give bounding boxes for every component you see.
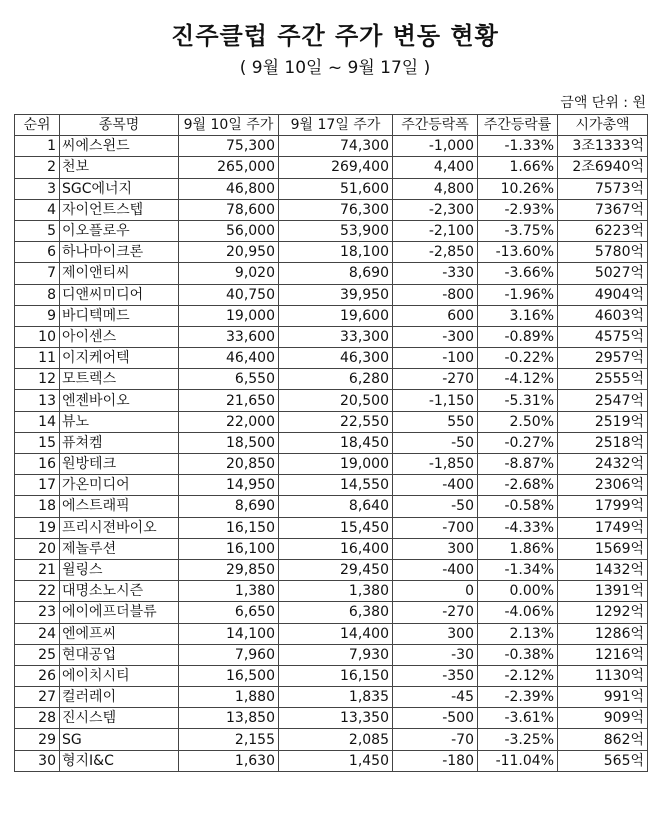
stock-name-cell: 진시스템 — [60, 708, 179, 729]
weekly-change-cell: -400 — [393, 559, 478, 580]
header-weekly-change: 주간등락폭 — [393, 115, 478, 136]
stock-name-cell: 현대공업 — [60, 644, 179, 665]
rank-cell: 15 — [15, 432, 60, 453]
price-sep10-cell: 56,000 — [179, 220, 279, 241]
table-row — [15, 284, 648, 305]
weekly-change-cell: -500 — [393, 708, 478, 729]
stock-name-cell: 이지케어텍 — [60, 348, 179, 369]
stock-change-table — [14, 114, 648, 772]
price-sep17-cell: 6,280 — [279, 369, 393, 390]
weekly-change-cell: 0 — [393, 581, 478, 602]
header-price-sep17: 9월 17일 주가 — [279, 115, 393, 136]
price-sep10-cell: 21,650 — [179, 390, 279, 411]
weekly-change-rate-cell: -0.89% — [478, 326, 558, 347]
weekly-change-rate-cell: -3.25% — [478, 729, 558, 750]
price-sep10-cell: 22,000 — [179, 411, 279, 432]
stock-name-cell: 씨에스윈드 — [60, 136, 179, 157]
stock-name-cell: 퓨쳐켐 — [60, 432, 179, 453]
table-row — [15, 326, 648, 347]
rank-cell: 2 — [15, 157, 60, 178]
weekly-change-cell: 300 — [393, 538, 478, 559]
weekly-change-rate-cell: -8.87% — [478, 454, 558, 475]
rank-cell: 24 — [15, 623, 60, 644]
price-sep17-cell: 16,400 — [279, 538, 393, 559]
price-sep17-cell: 1,380 — [279, 581, 393, 602]
rank-cell: 16 — [15, 454, 60, 475]
table-row — [15, 432, 648, 453]
weekly-change-cell: -2,850 — [393, 242, 478, 263]
rank-cell: 18 — [15, 496, 60, 517]
price-sep10-cell: 46,400 — [179, 348, 279, 369]
weekly-change-rate-cell: -0.38% — [478, 644, 558, 665]
stock-name-cell: 아이센스 — [60, 326, 179, 347]
weekly-change-cell: -30 — [393, 644, 478, 665]
price-sep17-cell: 2,085 — [279, 729, 393, 750]
market-cap-cell: 1391억 — [558, 581, 648, 602]
market-cap-cell: 991억 — [558, 687, 648, 708]
market-cap-cell: 565억 — [558, 750, 648, 771]
table-row — [15, 475, 648, 496]
price-sep10-cell: 33,600 — [179, 326, 279, 347]
weekly-change-cell: -400 — [393, 475, 478, 496]
table-row — [15, 411, 648, 432]
rank-cell: 27 — [15, 687, 60, 708]
table-row — [15, 369, 648, 390]
market-cap-cell: 1749억 — [558, 517, 648, 538]
price-sep10-cell: 78,600 — [179, 199, 279, 220]
price-sep17-cell: 33,300 — [279, 326, 393, 347]
weekly-change-rate-cell: -3.66% — [478, 263, 558, 284]
stock-name-cell: 대명소노시즌 — [60, 581, 179, 602]
stock-name-cell: 모트렉스 — [60, 369, 179, 390]
table-row — [15, 178, 648, 199]
price-sep10-cell: 19,000 — [179, 305, 279, 326]
table-row — [15, 750, 648, 771]
stock-name-cell: 자이언트스텝 — [60, 199, 179, 220]
table-row — [15, 602, 648, 623]
weekly-change-cell: -700 — [393, 517, 478, 538]
table-row — [15, 242, 648, 263]
rank-cell: 7 — [15, 263, 60, 284]
rank-cell: 5 — [15, 220, 60, 241]
table-row — [15, 687, 648, 708]
market-cap-cell: 2518억 — [558, 432, 648, 453]
weekly-change-rate-cell: -1.33% — [478, 136, 558, 157]
table-row — [15, 157, 648, 178]
weekly-change-rate-cell: -5.31% — [478, 390, 558, 411]
price-sep10-cell: 29,850 — [179, 559, 279, 580]
price-sep10-cell: 46,800 — [179, 178, 279, 199]
weekly-change-rate-cell: -11.04% — [478, 750, 558, 771]
price-sep10-cell: 265,000 — [179, 157, 279, 178]
table-row — [15, 559, 648, 580]
stock-name-cell: 원방테크 — [60, 454, 179, 475]
price-sep10-cell: 18,500 — [179, 432, 279, 453]
weekly-change-cell: -270 — [393, 602, 478, 623]
weekly-change-rate-cell: -2.93% — [478, 199, 558, 220]
market-cap-cell: 862억 — [558, 729, 648, 750]
weekly-change-rate-cell: -0.58% — [478, 496, 558, 517]
weekly-change-rate-cell: 10.26% — [478, 178, 558, 199]
weekly-change-cell: 600 — [393, 305, 478, 326]
price-sep17-cell: 8,690 — [279, 263, 393, 284]
price-sep17-cell: 46,300 — [279, 348, 393, 369]
table-row — [15, 348, 648, 369]
weekly-change-cell: -350 — [393, 665, 478, 686]
stock-name-cell: 에이에프더블류 — [60, 602, 179, 623]
price-sep10-cell: 1,630 — [179, 750, 279, 771]
price-sep17-cell: 6,380 — [279, 602, 393, 623]
table-row — [15, 199, 648, 220]
weekly-change-rate-cell: -1.96% — [478, 284, 558, 305]
stock-name-cell: 디앤씨미디어 — [60, 284, 179, 305]
price-sep10-cell: 2,155 — [179, 729, 279, 750]
page-title: 진주클럽 주간 주가 변동 현황 — [171, 22, 499, 50]
stock-name-cell: 형지I&C — [60, 750, 179, 771]
rank-cell: 10 — [15, 326, 60, 347]
table-row — [15, 581, 648, 602]
market-cap-cell: 1799억 — [558, 496, 648, 517]
price-sep17-cell: 76,300 — [279, 199, 393, 220]
weekly-change-rate-cell: -3.75% — [478, 220, 558, 241]
stock-name-cell: SGC에너지 — [60, 178, 179, 199]
price-sep17-cell: 13,350 — [279, 708, 393, 729]
table-row — [15, 136, 648, 157]
price-sep10-cell: 6,650 — [179, 602, 279, 623]
rank-cell: 11 — [15, 348, 60, 369]
weekly-change-cell: 300 — [393, 623, 478, 644]
price-sep17-cell: 14,400 — [279, 623, 393, 644]
market-cap-cell: 7573억 — [558, 178, 648, 199]
stock-name-cell: 바디텍메드 — [60, 305, 179, 326]
market-cap-cell: 1286억 — [558, 623, 648, 644]
weekly-change-cell: -300 — [393, 326, 478, 347]
rank-cell: 30 — [15, 750, 60, 771]
weekly-change-rate-cell: -0.22% — [478, 348, 558, 369]
weekly-change-cell: 550 — [393, 411, 478, 432]
rank-cell: 17 — [15, 475, 60, 496]
rank-cell: 28 — [15, 708, 60, 729]
weekly-change-cell: -45 — [393, 687, 478, 708]
market-cap-cell: 1216억 — [558, 644, 648, 665]
weekly-change-rate-cell: -13.60% — [478, 242, 558, 263]
table-row — [15, 496, 648, 517]
price-sep10-cell: 6,550 — [179, 369, 279, 390]
rank-cell: 9 — [15, 305, 60, 326]
price-sep10-cell: 7,960 — [179, 644, 279, 665]
market-cap-cell: 2555억 — [558, 369, 648, 390]
weekly-change-cell: -100 — [393, 348, 478, 369]
weekly-change-rate-cell: -3.61% — [478, 708, 558, 729]
price-sep17-cell: 74,300 — [279, 136, 393, 157]
market-cap-cell: 5780억 — [558, 242, 648, 263]
rank-cell: 4 — [15, 199, 60, 220]
weekly-change-rate-cell: 1.66% — [478, 157, 558, 178]
table-row — [15, 305, 648, 326]
market-cap-cell: 1569억 — [558, 538, 648, 559]
table-row — [15, 729, 648, 750]
price-sep10-cell: 16,100 — [179, 538, 279, 559]
rank-cell: 21 — [15, 559, 60, 580]
stock-name-cell: 프리시젼바이오 — [60, 517, 179, 538]
table-row — [15, 708, 648, 729]
price-sep17-cell: 1,835 — [279, 687, 393, 708]
rank-cell: 23 — [15, 602, 60, 623]
price-sep17-cell: 15,450 — [279, 517, 393, 538]
weekly-change-rate-cell: -4.12% — [478, 369, 558, 390]
weekly-change-cell: 4,400 — [393, 157, 478, 178]
price-sep17-cell: 29,450 — [279, 559, 393, 580]
stock-name-cell: 제이앤티씨 — [60, 263, 179, 284]
market-cap-cell: 4575억 — [558, 326, 648, 347]
rank-cell: 29 — [15, 729, 60, 750]
price-sep17-cell: 39,950 — [279, 284, 393, 305]
rank-cell: 13 — [15, 390, 60, 411]
rank-cell: 12 — [15, 369, 60, 390]
weekly-change-cell: -1,850 — [393, 454, 478, 475]
price-sep17-cell: 22,550 — [279, 411, 393, 432]
weekly-change-rate-cell: -2.39% — [478, 687, 558, 708]
price-sep10-cell: 16,150 — [179, 517, 279, 538]
rank-cell: 1 — [15, 136, 60, 157]
table-row — [15, 644, 648, 665]
market-cap-cell: 2547억 — [558, 390, 648, 411]
price-sep17-cell: 1,450 — [279, 750, 393, 771]
stock-name-cell: 엔에프씨 — [60, 623, 179, 644]
weekly-change-cell: -1,000 — [393, 136, 478, 157]
stock-name-cell: 하나마이크론 — [60, 242, 179, 263]
rank-cell: 14 — [15, 411, 60, 432]
stock-name-cell: 제놀루션 — [60, 538, 179, 559]
market-cap-cell: 2조6940억 — [558, 157, 648, 178]
market-cap-cell: 1292억 — [558, 602, 648, 623]
market-cap-cell: 2519억 — [558, 411, 648, 432]
price-sep17-cell: 20,500 — [279, 390, 393, 411]
weekly-change-rate-cell: -2.12% — [478, 665, 558, 686]
price-sep10-cell: 8,690 — [179, 496, 279, 517]
price-sep10-cell: 20,950 — [179, 242, 279, 263]
rank-cell: 20 — [15, 538, 60, 559]
price-sep17-cell: 269,400 — [279, 157, 393, 178]
table-row — [15, 263, 648, 284]
header-stock-name: 종목명 — [60, 115, 179, 136]
market-cap-cell: 7367억 — [558, 199, 648, 220]
price-sep17-cell: 18,100 — [279, 242, 393, 263]
price-sep10-cell: 1,880 — [179, 687, 279, 708]
rank-cell: 19 — [15, 517, 60, 538]
weekly-change-rate-cell: 2.50% — [478, 411, 558, 432]
stock-name-cell: 뷰노 — [60, 411, 179, 432]
price-sep17-cell: 19,000 — [279, 454, 393, 475]
table-row — [15, 517, 648, 538]
weekly-change-cell: -270 — [393, 369, 478, 390]
weekly-change-cell: -70 — [393, 729, 478, 750]
weekly-change-cell: -50 — [393, 432, 478, 453]
stock-name-cell: 엔젠바이오 — [60, 390, 179, 411]
price-sep17-cell: 16,150 — [279, 665, 393, 686]
table-row — [15, 454, 648, 475]
weekly-change-rate-cell: 3.16% — [478, 305, 558, 326]
stock-name-cell: 윌링스 — [60, 559, 179, 580]
weekly-change-cell: -180 — [393, 750, 478, 771]
market-cap-cell: 2957억 — [558, 348, 648, 369]
price-sep10-cell: 13,850 — [179, 708, 279, 729]
price-sep17-cell: 53,900 — [279, 220, 393, 241]
stock-name-cell: 컬러레이 — [60, 687, 179, 708]
rank-cell: 8 — [15, 284, 60, 305]
weekly-change-cell: -330 — [393, 263, 478, 284]
weekly-change-cell: -2,300 — [393, 199, 478, 220]
price-sep10-cell: 1,380 — [179, 581, 279, 602]
price-sep17-cell: 14,550 — [279, 475, 393, 496]
rank-cell: 3 — [15, 178, 60, 199]
price-sep10-cell: 20,850 — [179, 454, 279, 475]
market-cap-cell: 2306억 — [558, 475, 648, 496]
price-sep17-cell: 7,930 — [279, 644, 393, 665]
market-cap-cell: 6223억 — [558, 220, 648, 241]
weekly-change-rate-cell: -0.27% — [478, 432, 558, 453]
table-row — [15, 220, 648, 241]
header-rank: 순위 — [15, 115, 60, 136]
market-cap-cell: 4603억 — [558, 305, 648, 326]
weekly-change-rate-cell: 1.86% — [478, 538, 558, 559]
price-sep10-cell: 40,750 — [179, 284, 279, 305]
rank-cell: 26 — [15, 665, 60, 686]
weekly-change-cell: -800 — [393, 284, 478, 305]
market-cap-cell: 1432억 — [558, 559, 648, 580]
stock-name-cell: 이오플로우 — [60, 220, 179, 241]
weekly-change-rate-cell: -1.34% — [478, 559, 558, 580]
price-sep17-cell: 51,600 — [279, 178, 393, 199]
market-cap-cell: 4904억 — [558, 284, 648, 305]
rank-cell: 6 — [15, 242, 60, 263]
date-range-subtitle: ( 9월 10일 ~ 9월 17일 ) — [239, 58, 431, 78]
stock-name-cell: 에이치시티 — [60, 665, 179, 686]
weekly-change-rate-cell: 2.13% — [478, 623, 558, 644]
weekly-change-cell: -50 — [393, 496, 478, 517]
market-cap-cell: 5027억 — [558, 263, 648, 284]
price-sep17-cell: 19,600 — [279, 305, 393, 326]
rank-cell: 22 — [15, 581, 60, 602]
weekly-change-rate-cell: -4.33% — [478, 517, 558, 538]
table-row — [15, 623, 648, 644]
market-cap-cell: 2432억 — [558, 454, 648, 475]
stock-name-cell: 에스트래픽 — [60, 496, 179, 517]
weekly-change-rate-cell: 0.00% — [478, 581, 558, 602]
price-sep10-cell: 14,950 — [179, 475, 279, 496]
table-row — [15, 538, 648, 559]
weekly-change-cell: -1,150 — [393, 390, 478, 411]
unit-label: 금액 단위 : 원 — [560, 95, 646, 111]
header-weekly-change-rate: 주간등락률 — [478, 115, 558, 136]
market-cap-cell: 909억 — [558, 708, 648, 729]
weekly-change-rate-cell: -2.68% — [478, 475, 558, 496]
table-row — [15, 390, 648, 411]
header-price-sep10: 9월 10일 주가 — [179, 115, 279, 136]
weekly-change-cell: -2,100 — [393, 220, 478, 241]
stock-name-cell: SG — [60, 729, 179, 750]
price-sep10-cell: 75,300 — [179, 136, 279, 157]
table-header-row — [15, 115, 648, 136]
price-sep17-cell: 18,450 — [279, 432, 393, 453]
weekly-change-rate-cell: -4.06% — [478, 602, 558, 623]
price-sep17-cell: 8,640 — [279, 496, 393, 517]
market-cap-cell: 3조1333억 — [558, 136, 648, 157]
stock-name-cell: 천보 — [60, 157, 179, 178]
header-market-cap: 시가총액 — [558, 115, 648, 136]
price-sep10-cell: 16,500 — [179, 665, 279, 686]
market-cap-cell: 1130억 — [558, 665, 648, 686]
price-sep10-cell: 14,100 — [179, 623, 279, 644]
table-row — [15, 665, 648, 686]
stock-name-cell: 가온미디어 — [60, 475, 179, 496]
rank-cell: 25 — [15, 644, 60, 665]
price-sep10-cell: 9,020 — [179, 263, 279, 284]
weekly-change-cell: 4,800 — [393, 178, 478, 199]
table-body — [15, 136, 648, 772]
